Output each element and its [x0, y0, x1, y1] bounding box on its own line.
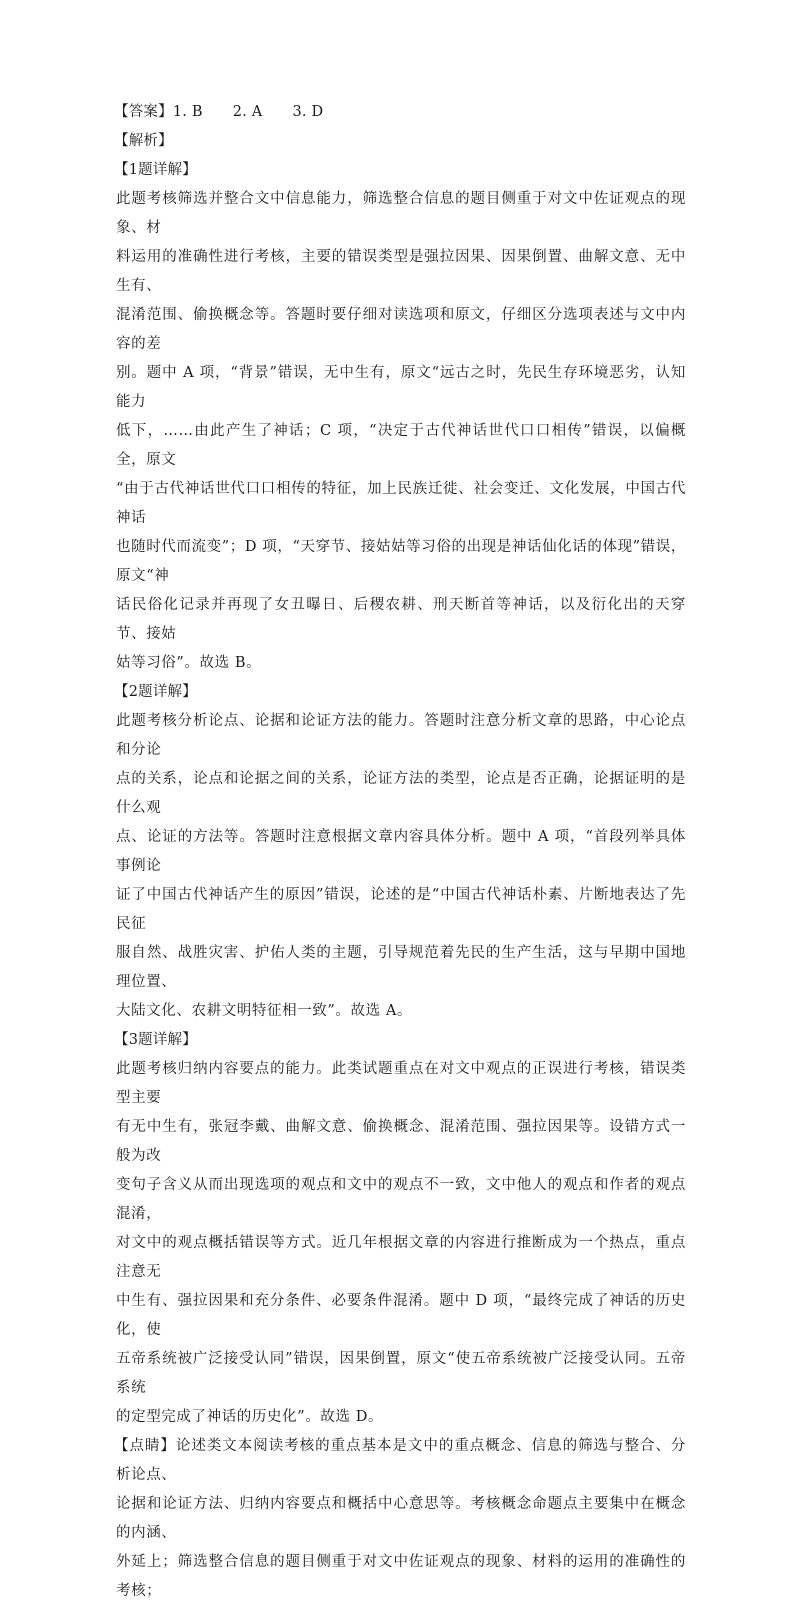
paragraph-line: 的定型完成了神话的历史化”。故选 D。: [116, 1409, 384, 1425]
section-2-heading: 【2题详解】: [114, 684, 197, 700]
section-2-body: [116, 707, 686, 1026]
paragraph-line: 中生有、强拉因果和充分条件、必要条件混淆。题中 D 项，“最终完成了神话的历史化，使: [116, 1293, 686, 1338]
answer-item-2: 2. A: [232, 104, 263, 120]
paragraph-line: 对文中的观点概括错误等方式。近几年根据文章的内容进行推断成为一个热点，重点注意无: [116, 1235, 686, 1280]
paragraph-line: 服自然、战胜灾害、护佑人类的主题，引导规范着先民的生产生活，这与早期中国地理位置、: [116, 945, 686, 990]
paragraph-line: 料运用的准确性进行考核，主要的错误类型是强拉因果、因果倒置、曲解文意、无中生有、: [116, 249, 686, 294]
paragraph-line: 此题考核归纳内容要点的能力。此类试题重点在对文中观点的正误进行考核，错误类型主要: [116, 1061, 686, 1106]
paragraph-line: 外延上；筛选整合信息的题目侧重于对文中佐证观点的现象、材料的运用的准确性的考核；: [116, 1554, 686, 1599]
paragraph-line: 话民俗化记录并再现了女丑曝日、后稷农耕、刑天断首等神话，以及衍化出的天穿节、接姑: [116, 597, 686, 642]
paragraph-line: “由于古代神话世代口口相传的特征，加上民族迁徙、社会变迁、文化发展，中国古代神话: [116, 481, 686, 526]
section-1-heading: 【1题详解】: [114, 162, 197, 178]
paragraph-line: 【点睛】论述类文本阅读考核的重点基本是文中的重点概念、信息的筛选与整合、分析论点、: [114, 1438, 687, 1483]
answer-label: 【答案】: [114, 104, 173, 120]
paragraph-line: 变句子含义从而出现选项的观点和文中的观点不一致，文中他人的观点和作者的观点混淆，: [116, 1177, 686, 1222]
tip-label: 【点睛】: [114, 1438, 176, 1454]
paragraph-line: 也随时代而流变”；D 项，“天穿节、接姑姑等习俗的出现是神话仙化话的体现”错误，原文“神: [116, 539, 686, 584]
answer-line: [116, 98, 686, 127]
paragraph-line: 姑等习俗”。故选 B。: [116, 655, 262, 671]
answer-item-3: 3. D: [292, 104, 324, 120]
section-3-heading: 【3题详解】: [114, 1032, 197, 1048]
paragraph-line: 证了中国古代神话产生的原因”错误，论述的是“中国古代神话朴素、片断地表达了先民征: [116, 887, 686, 932]
paragraph-line: 论据和论证方法、归纳内容要点和概括中心意思等。考核概念命题点主要集中在概念的内涵、: [116, 1496, 686, 1541]
paragraph-line: 点、论证的方法等。答题时注意根据文章内容具体分析。题中 A 项，“首段列举具体事例论: [116, 829, 686, 874]
paragraph-line: 此题考核分析论点、论据和论证方法的能力。答题时注意分析文章的思路，中心论点和分论: [116, 713, 686, 758]
document-content: [116, 98, 686, 1606]
section-3-body: [116, 1055, 686, 1432]
section-1-body: [116, 185, 686, 678]
paragraph-line: 此题考核筛选并整合文中信息能力，筛选整合信息的题目侧重于对文中佐证观点的现象、材: [116, 191, 686, 236]
paragraph-line: 大陆文化、农耕文明特征相一致”。故选 A。: [116, 1003, 413, 1019]
paragraph-line: 五帝系统被广泛接受认同”错误，因果倒置，原文“使五帝系统被广泛接受认同。五帝系统: [116, 1351, 686, 1396]
paragraph-line: 低下，……由此产生了神话；C 项，“决定于古代神话世代口口相传”错误，以偏概全，原文: [116, 423, 686, 468]
tip-body: [116, 1432, 686, 1606]
paragraph-line: 别。题中 A 项，“背景”错误，无中生有，原文“远古之时，先民生存环境恶劣，认知能力: [116, 365, 686, 410]
paragraph-line: 有无中生有，张冠李戴、曲解文意、偷换概念、混淆范围、强拉因果等。设错方式一般为改: [116, 1119, 686, 1164]
answer-item-1: 1. B: [172, 104, 203, 120]
paragraph-line: 点的关系，论点和论据之间的关系，论证方法的类型，论点是否正确，论据证明的是什么观: [116, 771, 686, 816]
analysis-heading: 【解析】: [114, 133, 173, 149]
paragraph-line: 混淆范围、偷换概念等。答题时要仔细对读选项和原文，仔细区分选项表述与文中内容的差: [116, 307, 686, 352]
